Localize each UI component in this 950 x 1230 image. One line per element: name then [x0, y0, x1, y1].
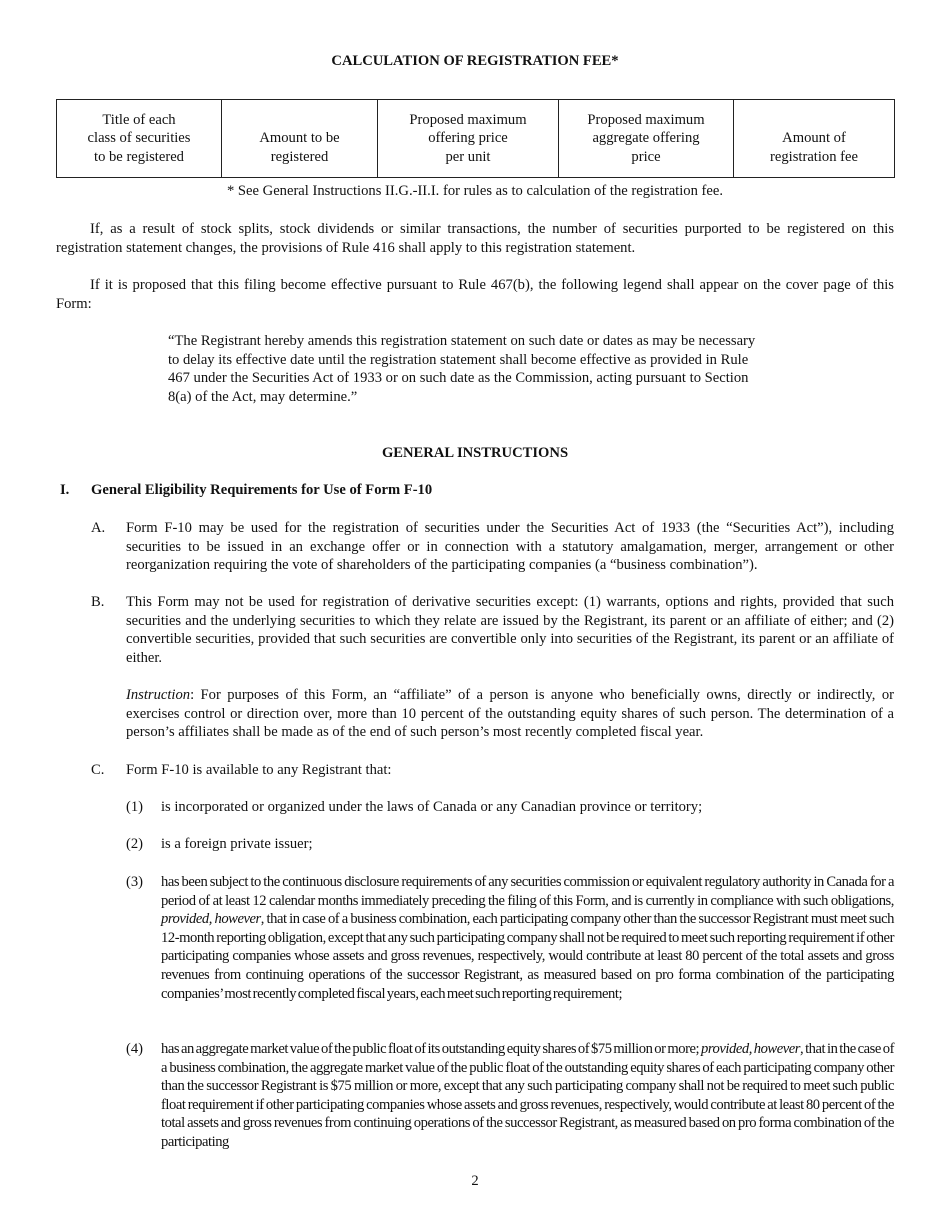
- legend-line: to delay its effective date until the registration statement shall become effective as provided in Rule: [168, 351, 749, 368]
- instruction-text: : For purposes of this Form, an “affiliate” of a person is anyone who beneficially owns, directly or indirectly, or exercises control or direction over, more than 10 percent of the outstanding equity shares of such person. The determination of a person’s affiliates shall be made as of the end of such person’s most recently completed fiscal year.: [126, 687, 894, 741]
- sub-item-label: (3): [126, 874, 144, 890]
- item-a-text: Form F-10 may be used for the registration of securities under the Securities Act of 1933 (the “Securities Act”), including securities to be issued in an exchange offer or in connection with a statutory amalgamation, merger, arrangement or other reorganization requiring the vote of shareholders of the participating companies (a “business combination”).: [126, 520, 894, 574]
- instruction-paragraph: [126, 686, 894, 742]
- sub-item-label: (4): [126, 1041, 144, 1057]
- page-number: 2: [471, 1173, 479, 1189]
- sub-item-text: is a foreign private issuer;: [161, 836, 313, 852]
- column-header-amount-registered: Amount to be registered: [222, 100, 378, 178]
- rule-467-paragraph: If it is proposed that this filing become effective pursuant to Rule 467(b), the following legend shall appear on the cover page of this Form:: [56, 277, 894, 312]
- item-c-label: C.: [91, 762, 105, 778]
- legend-line: 8(a) of the Act, may determine.”: [168, 388, 358, 405]
- registration-fee-table: [56, 99, 895, 178]
- instruction-label: Instruction: [126, 687, 191, 703]
- sub-item-text: is incorporated or organized under the laws of Canada or any Canadian province or territory;: [161, 799, 703, 815]
- column-header-max-aggregate-price: Proposed maximum aggregate offering price: [559, 100, 734, 178]
- item-c-text: Form F-10 is available to any Registrant that:: [126, 762, 392, 778]
- rule-416-paragraph: If, as a result of stock splits, stock dividends or similar transactions, the number of securities purported to be registered on this registration statement changes, the provisions of Rule 416 shall apply to this registration statement.: [56, 221, 894, 256]
- legend-line: “The Registrant hereby amends this registration statement on such date or dates as may be necessary: [168, 333, 756, 349]
- sub-item-label: (2): [126, 836, 144, 852]
- item-b-label: B.: [91, 594, 105, 610]
- sub-item-text: has been subject to the continuous disclosure requirements of any securities commission or equivalent regulatory authority in Canada for a period of at least 12 calendar months immediately preceding the filing of this Form, and is currently in compliance with such obligations, provided, however, that in case of a business combination, each participating company other than the successor Registrant must meet such 12-month reporting obligation, except that any such participating company shall not be required to meet such reporting requirement if other participating companies whose assets and gross revenues, respectively, would contribute at least 80 percent of the total assets and gross revenues from continuing operations of the successor Registrant, as measured based on pro forma combination of the participating companies’ most recently completed fiscal years, each meet such reporting requirement;: [161, 874, 894, 1002]
- sub-item-text: has an aggregate market value of the public float of its outstanding equity shares of $75 million or more; provided, however, that in the case of a business combination, the aggregate market value of the public float of the outstanding equity shares of each participating company other than the successor Registrant is $75 million or more, except that any such participating company shall not be required to meet such public float requirement if other participating companies whose assets and gross revenues, respectively, would contribute at least 80 percent of the total assets and gross revenues from continuing operations of the successor Registrant, as measured based on pro forma combination of the participating: [161, 1041, 894, 1150]
- legend-quote: [168, 332, 786, 406]
- item-a-label: A.: [91, 520, 106, 536]
- column-header-title-of-securities: Title of each class of securities to be registered: [57, 100, 222, 178]
- legend-line: 467 under the Securities Act of 1933 or on such date as the Commission, acting pursuant to Section: [168, 370, 749, 387]
- fee-footnote: * See General Instructions II.G.-II.I. for rules as to calculation of the registration fee.: [226, 183, 723, 199]
- general-instructions-title: GENERAL INSTRUCTIONS: [381, 445, 569, 461]
- column-header-max-price-per-unit: Proposed maximum offering price per unit: [378, 100, 559, 178]
- column-header-registration-fee: Amount of registration fee: [734, 100, 895, 178]
- fee-table-title: CALCULATION OF REGISTRATION FEE*: [331, 53, 619, 69]
- section-number: I.: [60, 482, 70, 498]
- sub-item-label: (1): [126, 799, 144, 815]
- section-title: General Eligibility Requirements for Use of Form F-10: [91, 482, 433, 498]
- emphasis-text: provided, however: [161, 911, 261, 928]
- emphasis-text: provided, however: [700, 1041, 801, 1057]
- item-b-text: This Form may not be used for registration of derivative securities except: (1) warrants, options and rights, provided that such securities and the underlying securities to which they relate are issued by the Registrant, its parent or an affiliate of either; and (2) convertible securities, provided that such securities are convertible only into securities of the Registrant, its parent or an affiliate of either.: [126, 594, 894, 666]
- table-header-row: [57, 100, 895, 178]
